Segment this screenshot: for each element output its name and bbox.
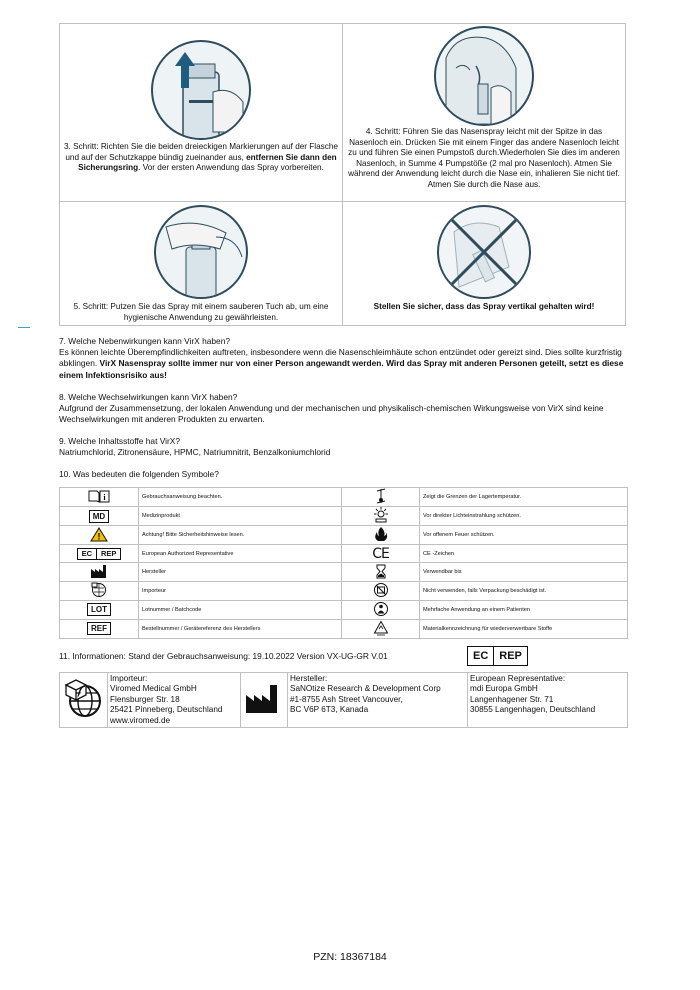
ref-icon: REF <box>87 622 111 635</box>
rep-line: 30855 Langenhagen, Deutschland <box>470 705 596 715</box>
symbol-row <box>60 581 628 600</box>
step-3-text-end: . Vor der ersten Anwendung das Spray vorbereiten. <box>138 163 324 173</box>
rep-line: Langenhagener Str. 71 <box>470 694 554 704</box>
section-9 <box>59 436 629 458</box>
svg-text:!: ! <box>97 531 101 541</box>
symbol-label: Hersteller <box>139 563 342 581</box>
manufacturer-icon <box>60 563 139 581</box>
symbol-row <box>60 507 628 526</box>
importer-line: Viromed Medical GmbH <box>110 684 197 694</box>
section-8-body: Aufgrund der Zusammensetzung, der lokalen Anwendung und der mechanischen und physikalisch-chemischen Wirkungsweise von VirX sind keine Wechselwirkungen mit anderen Produkten zu erwarten. <box>59 403 604 425</box>
step-4-cell <box>343 24 626 202</box>
symbols-table <box>59 487 628 639</box>
symbol-label: Medizinprodukt <box>139 507 342 526</box>
step-6-caption: Stellen Sie sicher, dass das Spray vertikal gehalten wird! <box>373 302 595 311</box>
address-table <box>59 672 628 728</box>
step-3-caption <box>64 142 338 174</box>
manufacturer-heading: Hersteller: <box>290 674 328 683</box>
symbol-row <box>60 563 628 581</box>
importer-address <box>108 673 241 728</box>
importer-line: Flensburger Str. 18 <box>110 694 180 704</box>
section-10 <box>59 469 629 480</box>
manufacturer-line: #1-8755 Ash Street Vancouver, <box>290 694 403 704</box>
symbol-label: Achtung! Bitte Sicherheitshinweise lesen. <box>139 526 342 545</box>
symbol-label: Nicht verwenden, falls Verpackung beschädigt ist. <box>420 581 628 600</box>
symbol-label: Mehrfache Anwendung an einem Patienten <box>420 600 628 619</box>
importer-icon <box>60 581 139 600</box>
warning-triangle-icon <box>60 526 139 545</box>
ec-label: EC <box>81 548 92 558</box>
rep-label: REP <box>96 549 120 559</box>
ec-rep-badge <box>467 646 528 666</box>
symbol-label: Importeur <box>139 581 342 600</box>
step-3-illustration <box>151 40 251 140</box>
rep-heading: European Representative: <box>470 674 566 683</box>
section-8 <box>59 392 629 426</box>
manufacturer-factory-icon <box>241 673 288 728</box>
symbol-label: CE -Zeichen <box>420 545 628 563</box>
symbol-row <box>60 488 628 507</box>
svg-text:i: i <box>103 493 106 502</box>
importer-website-link[interactable]: www.viromed.de <box>110 715 171 725</box>
step-6-illustration <box>437 205 531 299</box>
symbol-label: Bestellnummer / Gerätereferenz des Herstellers <box>139 619 342 638</box>
manufacturer-address <box>288 673 468 728</box>
symbol-label: Zeigt die Grenzen der Lagertemperatur. <box>420 488 628 507</box>
md-icon: MD <box>89 510 109 523</box>
rep-line: mdi Europa GmbH <box>470 684 538 694</box>
section-7-heading: 7. Welche Nebenwirkungen kann VirX haben? <box>59 336 231 346</box>
symbol-label: Vor direkter Lichteinstrahlung schützen. <box>420 507 628 526</box>
section-7 <box>59 336 629 381</box>
importer-heading: Importeur: <box>110 674 148 683</box>
section-9-heading: 9. Welche Inhaltsstoffe hat VirX? <box>59 436 181 446</box>
step-4-caption: 4. Schritt: Führen Sie das Nasenspray leicht mit der Spitze in das Nasenloch ein. Drücken Sie mit einem Finger das andere Nasenloch leicht zu und führen Sie einen Pumpstoß durch.Wiederholen Sie dies im anderen Nasenloch, in Summe 4 Pumpstöße (2 mal pro Nasenloch). Atmen Sie während der Anwendung leicht durch die Nase ein, inhalieren Sie nicht tief. Atmen Sie durch die Nase aus. <box>348 127 620 189</box>
symbol-row <box>60 619 628 638</box>
ce-mark-icon: CE <box>372 545 389 562</box>
keep-away-sunlight-icon <box>342 507 420 526</box>
step-5-illustration <box>154 205 248 299</box>
section-9-body: Natriumchlorid, Zitronensäure, HPMC, Natriumnitrit, Benzalkoniumchlorid <box>59 447 331 458</box>
ec-rep-icon <box>60 545 139 563</box>
steps-grid <box>59 23 626 326</box>
symbol-label: Gebrauchsanweisung beachten. <box>139 488 342 507</box>
lot-icon: LOT <box>87 603 111 616</box>
rep-address <box>468 673 628 728</box>
step-5-cell <box>60 202 343 326</box>
single-patient-icon <box>342 600 420 619</box>
section-10-heading: 10. Was bedeuten die folgenden Symbole? <box>59 469 219 479</box>
symbol-label: Verwendbar bis <box>420 563 628 581</box>
symbol-label: Materialkennzeichnung für wiederverwertbare Stoffe <box>420 619 628 638</box>
manufacturer-line: SaNOtize Research & Development Corp <box>290 684 441 694</box>
step-5-caption: 5. Schritt: Putzen Sie das Spray mit einem sauberen Tuch ab, um eine hygienische Anwendung zu gewährleisten. <box>73 302 329 322</box>
manufacturer-line: BC V6P 6T3, Kanada <box>290 705 369 715</box>
temperature-limit-icon <box>342 488 420 507</box>
step-3-bold-text: entfernen Sie dann den Sicherungsring <box>78 152 337 173</box>
section-8-heading: 8. Welche Wechselwirkungen kann VirX haben? <box>59 392 238 402</box>
symbol-row <box>60 526 628 545</box>
margin-marker <box>18 327 30 328</box>
step-6-cell <box>343 202 626 326</box>
step-3-cell <box>60 24 343 202</box>
symbol-row <box>60 600 628 619</box>
pzn-number: PZN: 18367184 <box>313 951 387 963</box>
symbol-row <box>60 545 628 563</box>
symbol-label: Vor offenem Feuer schützen. <box>420 526 628 545</box>
section-7-warning: VirX Nasenspray sollte immer nur von einer Person angewandt werden. Wird das Spray mit anderen Personen geteilt, setzt es diese einem Infektionsrisiko aus! <box>59 358 624 380</box>
do-not-use-damaged-icon <box>342 581 420 600</box>
section-7-body: Es können leichte Überempfindlichkeiten auftreten, insbesondere wenn die Nasenschleimhäute schon entzündet oder gereizt sind. Dies sollte kurzfristig abklingen. <box>59 347 622 369</box>
importer-globe-icon <box>60 673 108 728</box>
instructions-book-icon <box>60 488 139 507</box>
ec-rep-badge-ec: EC <box>473 650 489 662</box>
symbol-label: European Authorized Representative <box>139 545 342 563</box>
recycling-icon <box>342 619 420 638</box>
hourglass-icon <box>342 563 420 581</box>
importer-line: 25421 Pinneberg, Deutschland <box>110 705 223 715</box>
symbol-label: Lotnummer / Batchcode <box>139 600 342 619</box>
ec-rep-badge-rep: REP <box>493 647 527 665</box>
info-line: 11. Informationen: Stand der Gebrauchsanweisung: 19.10.2022 Version VX-UG-GR V.01 <box>59 651 388 661</box>
flammable-icon <box>342 526 420 545</box>
step-4-illustration <box>434 26 534 126</box>
step-3-text: 3. Schritt: Richten Sie die beiden dreieckigen Markierungen auf der Flasche und auf der Schutzkappe bündig zueinander aus, <box>64 142 338 162</box>
